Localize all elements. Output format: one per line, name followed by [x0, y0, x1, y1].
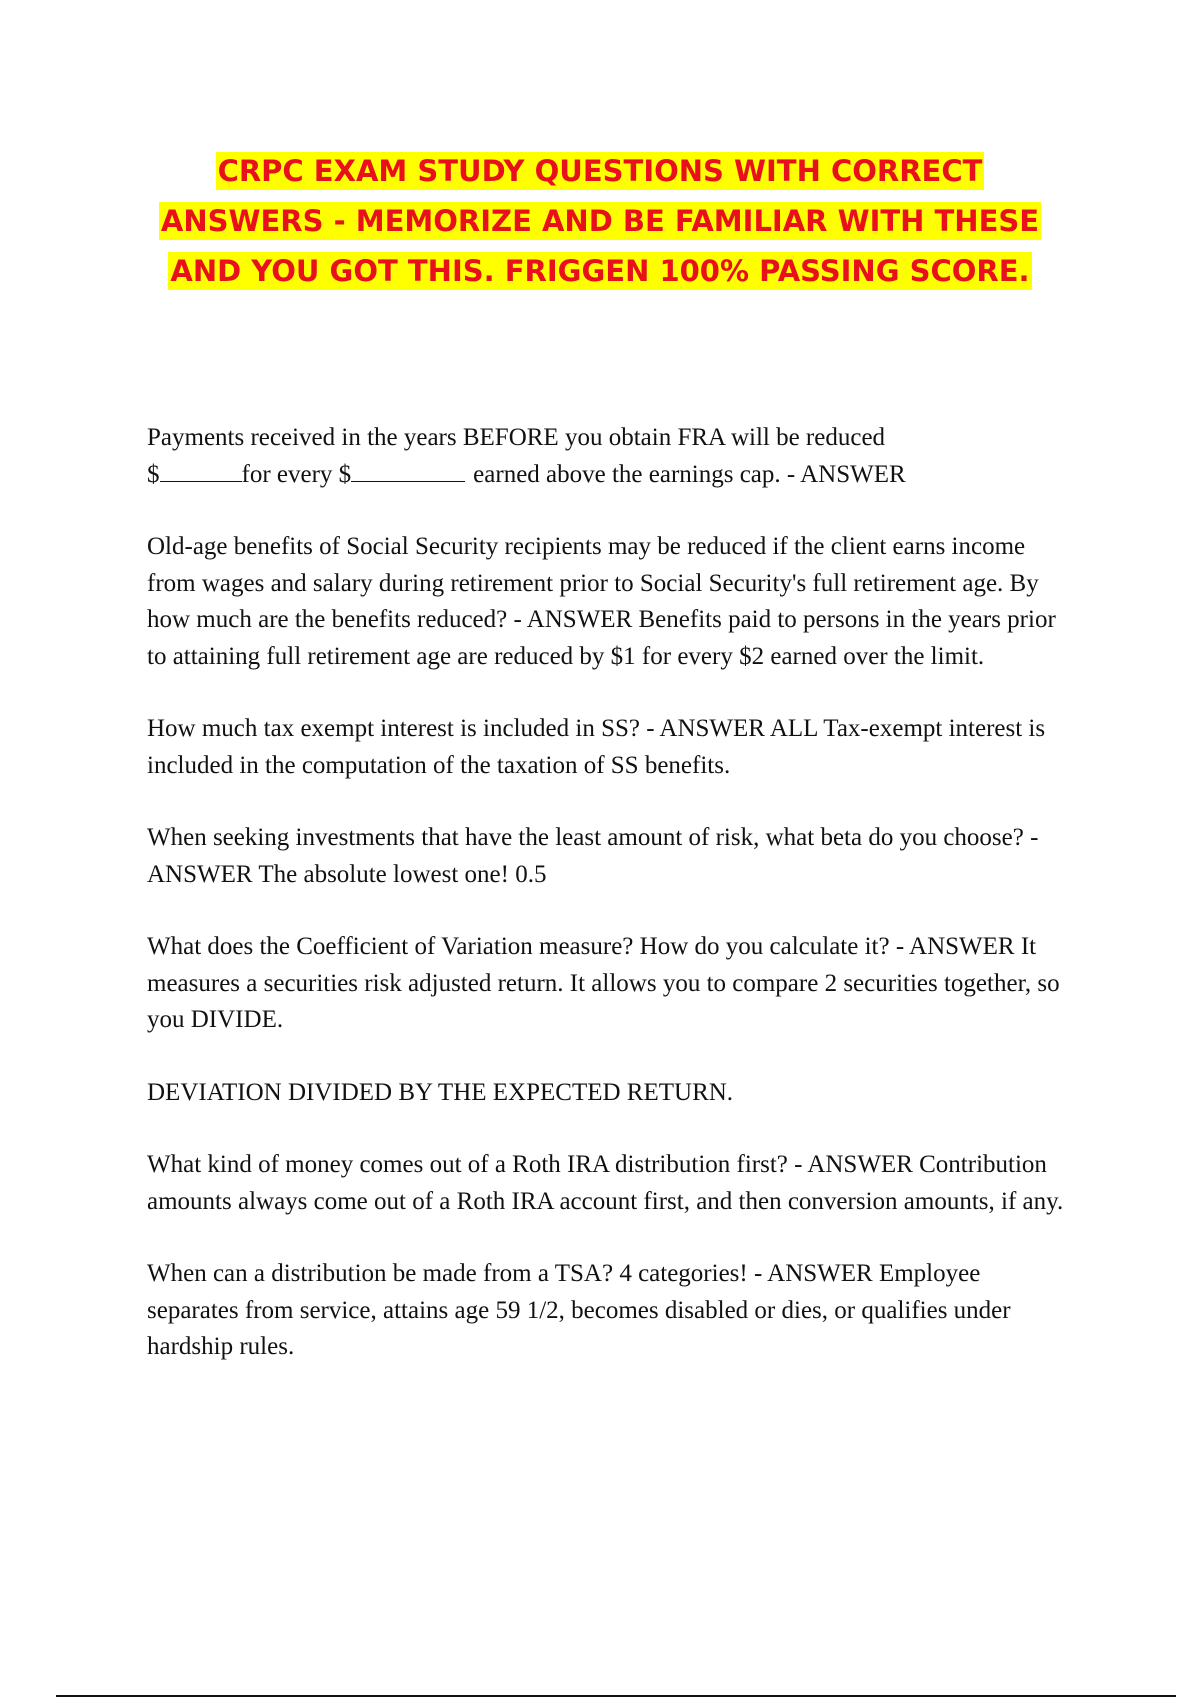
title-highlight: CRPC EXAM STUDY QUESTIONS WITH CORRECT ANSWERS - MEMORIZE AND BE FAMILIAR WITH THESE AND YOU GOT THIS. FRIGGEN 100% PASSING SCORE. [160, 154, 1040, 288]
paragraph-tsa-distribution: When can a distribution be made from a TSA? 4 categories! - ANSWER Employee separates from service, attains age 59 1/2, becomes disabled or dies, or qualifies under hardship rules. [147, 1260, 1011, 1360]
paragraph-old-age-benefits: Old-age benefits of Social Security recipients may be reduced if the client earns income from wages and salary during retirement prior to Social Security's full retirement age. By how much are the benefits reduced? - ANSWER Benefits paid to persons in the years prior to attaining full retirement age are reduced by $1 for every $2 earned over the limit. [147, 533, 1056, 670]
paragraph-roth-ira: What kind of money comes out of a Roth IRA distribution first? - ANSWER Contribution amounts always come out of a Roth IRA account first, and then conversion amounts, if any. [147, 1151, 1064, 1215]
blank-line [351, 459, 465, 482]
paragraph-text: for every $ [241, 460, 352, 488]
footer-divider [56, 1695, 1176, 1697]
dollar-sign: $ [147, 460, 160, 488]
paragraph-deviation: DEVIATION DIVIDED BY THE EXPECTED RETURN. [147, 1078, 734, 1106]
paragraph-tax-exempt-interest: How much tax exempt interest is included in SS? - ANSWER ALL Tax-exempt interest is included in the computation of the taxation of SS benefits. [147, 715, 1046, 779]
paragraph-coefficient-of-variation: What does the Coefficient of Variation measure? How do you calculate it? - ANSWER It measures a securities risk adjusted return. It allows you to compare 2 securities together, so you DIVIDE. [147, 933, 1060, 1033]
paragraph-beta: When seeking investments that have the least amount of risk, what beta do you choose? - ANSWER The absolute lowest one! 0.5 [147, 824, 1039, 888]
blank-line [160, 459, 242, 482]
paragraph-fra-reduction [147, 420, 1072, 493]
document-body [147, 420, 1072, 1402]
paragraph-text: Payments received in the years BEFORE you obtain FRA will be reduced [147, 424, 886, 451]
document-title [140, 146, 1060, 296]
paragraph-text: earned above the earnings cap. - ANSWER [473, 460, 906, 488]
